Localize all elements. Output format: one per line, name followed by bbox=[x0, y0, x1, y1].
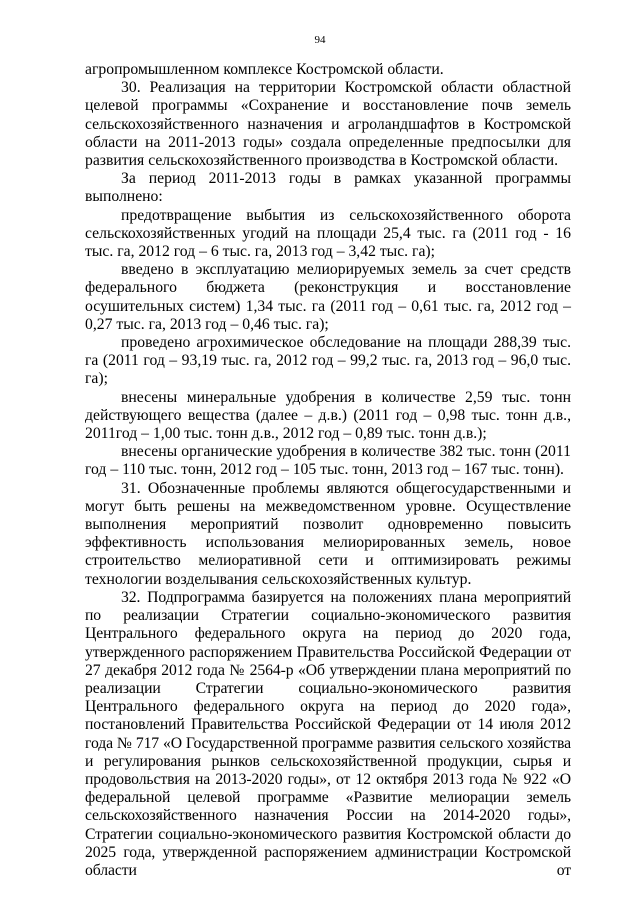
paragraph-30: 30. Реализация на территории Костромской области областной целевой программы «Сохранение и восстановление почв земель сельскохозяйственного назначения и агроландшафтов в Костромской области на 2011-2013 годы» создала определенные предпосылки для развития сельскохозяйственного производства в Костромской области. bbox=[85, 79, 571, 170]
paragraph-program-intro: За период 2011-2013 годы в рамках указанной программы выполнено: bbox=[85, 170, 571, 206]
list-item-agrochemical-survey: проведено агрохимическое обследование на площади 288,39 тыс. га (2011 год – 93,19 тыс. га, 2012 год – 99,2 тыс. га, 2013 год – 96,0 тыс. га); bbox=[85, 334, 571, 388]
list-item-mineral-fertilizers: внесены минеральные удобрения в количестве 2,59 тыс. тонн действующего вещества (далее – д.в.) (2011 год – 0,98 тыс. тонн д.в., 2011год – 1,00 тыс. тонн д.в., 2012 год – 0,89 тыс. тонн д.в.); bbox=[85, 388, 571, 443]
page-number: 94 bbox=[314, 34, 326, 46]
list-item-organic-fertilizers: внесены органические удобрения в количестве 382 тыс. тонн (2011 год – 110 тыс. тонн, 2012 год – 105 тыс. тонн, 2013 год – 167 тыс. тонн). bbox=[85, 443, 571, 479]
document-body bbox=[85, 61, 571, 880]
paragraph-31: 31. Обозначенные проблемы являются общегосударственными и могут быть решены на межведомственном уровне. Осуществление выполнения мероприятий позволит одновременно повысить эффективность использования мелиорированных земель, новое строительство мелиоративной сети и оптимизировать режимы технологии возделывания сельскохозяйственных культур. bbox=[85, 479, 571, 588]
list-item-prevention: предотвращение выбытия из сельскохозяйственного оборота сельскохозяйственных угодий на площади 25,4 тыс. га (2011 год - 16 тыс. га, 2012 год – 6 тыс. га, 2013 год – 3,42 тыс. га); bbox=[85, 206, 571, 261]
list-item-reclaimed-land: введено в эксплуатацию мелиорируемых земель за счет средств федерального бюджета (реконструкция и восстановление осушительных систем) 1,34 тыс. га (2011 год – 0,61 тыс. га, 2012 год – 0,27 тыс. га, 2013 год – 0,46 тыс. га); bbox=[85, 261, 571, 333]
paragraph-continuation: агропромышленном комплексе Костромской области. bbox=[85, 61, 444, 78]
paragraph-32: 32. Подпрограмма базируется на положениях плана мероприятий по реализации Стратегии социально-экономического развития Центрального федерального округа на период до 2020 года, утвержденного распоряжением Правительства Российской Федерации от 27 декабря 2012 года № 2564-р «Об утверждении плана мероприятий по реализации Стратегии социально-экономического развития Центрального федерального округа на период до 2020 года», постановлений Правительства Российской Федерации от 14 июля 2012 года № 717 «О Государственной программе развития сельского хозяйства и регулирования рынков сельскохозяйственной продукции, сырья и продовольствия на 2013-2020 годы», от 12 октября 2013 года № 922 «О федеральной целевой программе «Развитие мелиорации земель сельскохозяйственного назначения России на 2014-2020 годы», Стратегии социально-экономического развития Костромской области до 2025 года, утвержденной распоряжением администрации Костромской области от bbox=[85, 588, 571, 879]
